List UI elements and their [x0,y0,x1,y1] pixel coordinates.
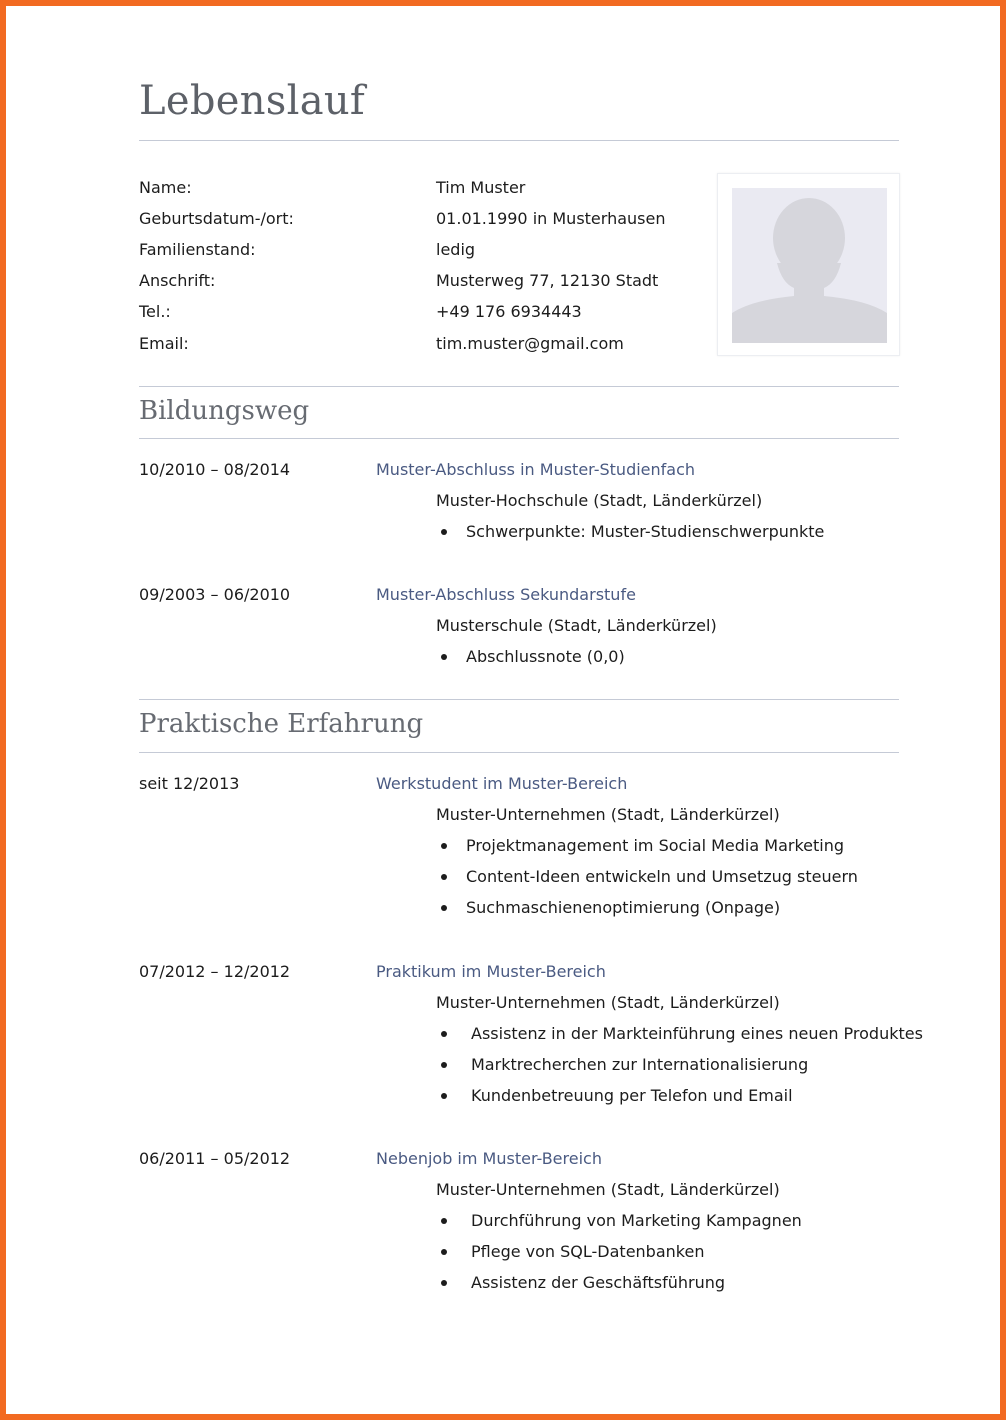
entry-title: Muster-Abschluss Sekundarstufe [376,585,636,604]
value-name: Tim Muster [436,178,526,197]
bullet-icon [441,843,447,849]
entry-bullet: Schwerpunkte: Muster-Studienschwerpunkte [466,522,825,541]
entry-organization: Muster-Unternehmen (Stadt, Länderkürzel) [436,805,780,824]
entry-date: 07/2012 – 12/2012 [139,962,291,981]
bullet-icon [441,1093,447,1099]
education-top-divider [139,386,899,387]
entry-title: Werkstudent im Muster-Bereich [376,774,628,793]
entry-bullet: Assistenz der Geschäftsführung [471,1273,726,1292]
entry-title: Nebenjob im Muster-Bereich [376,1149,602,1168]
label-email: Email: [139,334,189,353]
label-phone: Tel.: [139,302,171,321]
education-bottom-divider [139,438,899,439]
bullet-icon [441,874,447,880]
entry-organization: Musterschule (Stadt, Länderkürzel) [436,616,717,635]
title-divider [139,140,899,141]
entry-bullet: Abschlussnote (0,0) [466,647,625,666]
experience-heading: Praktische Erfahrung [139,709,424,739]
entry-date: seit 12/2013 [139,774,240,793]
bullet-icon [441,1031,447,1037]
entry-date: 06/2011 – 05/2012 [139,1149,291,1168]
entry-organization: Muster-Unternehmen (Stadt, Länderkürzel) [436,1180,780,1199]
profile-photo [717,173,900,356]
bullet-icon [441,1249,447,1255]
bullet-icon [441,905,447,911]
bullet-icon [441,1062,447,1068]
person-silhouette-icon [732,188,887,343]
bullet-icon [441,1218,447,1224]
entry-bullet: Durchführung von Marketing Kampagnen [471,1211,802,1230]
bullet-icon [441,654,447,660]
page-title: Lebenslauf [139,78,366,124]
bullet-icon [441,1280,447,1286]
entry-bullet: Projektmanagement im Social Media Marketing [466,836,844,855]
entry-date: 10/2010 – 08/2014 [139,460,291,479]
entry-bullet: Pflege von SQL-Datenbanken [471,1242,705,1261]
entry-bullet: Kundenbetreuung per Telefon und Email [471,1086,793,1105]
education-heading: Bildungsweg [139,396,310,426]
entry-bullet: Marktrecherchen zur Internationalisierung [471,1055,809,1074]
value-email: tim.muster@gmail.com [436,334,624,353]
value-address: Musterweg 77, 12130 Stadt [436,271,659,290]
label-marital-status: Familienstand: [139,240,256,259]
experience-bottom-divider [139,752,899,753]
value-birth: 01.01.1990 in Musterhausen [436,209,666,228]
bullet-icon [441,529,447,535]
entry-title: Praktikum im Muster-Bereich [376,962,606,981]
label-address: Anschrift: [139,271,216,290]
entry-organization: Muster-Hochschule (Stadt, Länderkürzel) [436,491,763,510]
experience-top-divider [139,699,899,700]
label-name: Name: [139,178,192,197]
entry-date: 09/2003 – 06/2010 [139,585,291,604]
entry-bullet: Content-Ideen entwickeln und Umsetzug steuern [466,867,858,886]
entry-bullet: Assistenz in der Markteinführung eines neuen Produktes [471,1024,923,1043]
entry-bullet: Suchmaschienenoptimierung (Onpage) [466,898,781,917]
entry-title: Muster-Abschluss in Muster-Studienfach [376,460,696,479]
value-phone: +49 176 6934443 [436,302,582,321]
entry-organization: Muster-Unternehmen (Stadt, Länderkürzel) [436,993,780,1012]
label-birth: Geburtsdatum-/ort: [139,209,294,228]
value-marital-status: ledig [436,240,476,259]
